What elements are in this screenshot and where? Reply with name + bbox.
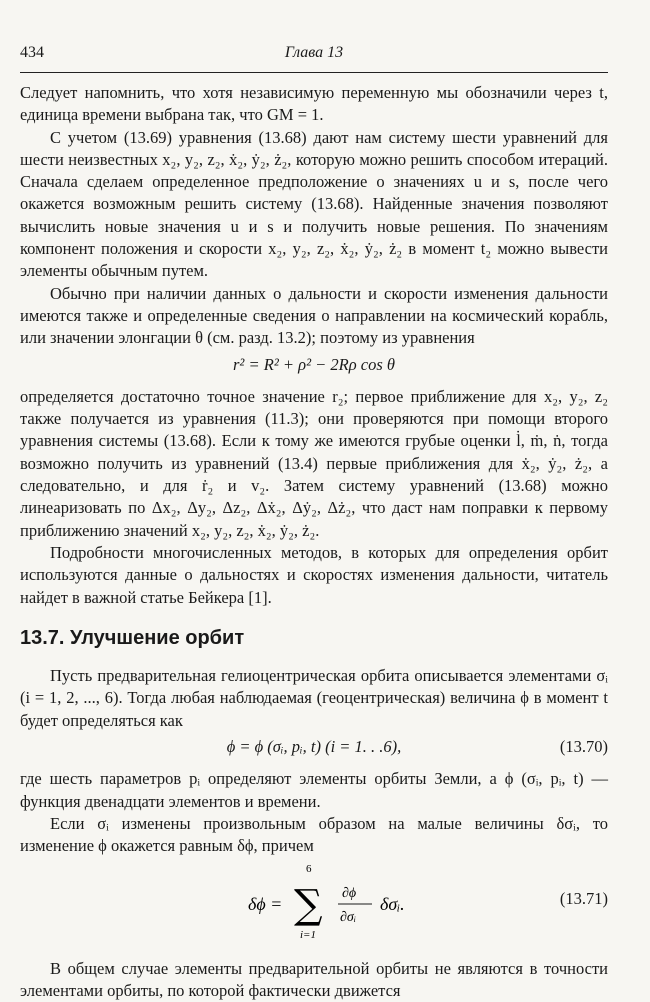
paragraph: С учетом (13.69) уравнения (13.68) дают нам систему шести уравнений для шести неизвестных x₂, y₂, z₂, ẋ₂, ẏ₂, ż₂, которую можно решить способом итераций. Сначала сделаем определенное предположение о значениях u и s, после чего окажется возможным решить систему (13.68). Найденные значения позволяют вычислить новые значения u и s и получить новые решения. По значениям компонент положения и скорости x₂, y₂, z₂, ẋ₂, ẏ₂, ż₂ в момент t₂ можно вывести элементы обычным путем. [20, 127, 608, 283]
frac-numerator: ∂ϕ [342, 886, 356, 901]
paragraph: Если σᵢ изменены произвольным образом на малые величины δσᵢ, то изменение ϕ окажется равным δϕ, причем [20, 813, 608, 858]
page-body [20, 82, 608, 1002]
chapter-title: Глава 13 [20, 44, 608, 62]
page-number: 434 [20, 44, 44, 62]
sum-lhs: δϕ = [248, 894, 282, 914]
running-header [20, 44, 608, 68]
equation-number: (13.71) [560, 888, 608, 910]
sum-lower-limit: i=1 [300, 929, 316, 941]
frac-denominator: ∂σᵢ [340, 910, 356, 925]
paragraph: В общем случае элементы предварительной орбиты не являются в точности элементами орбиты, по которой фактически движется [20, 958, 608, 1002]
paragraph: Подробности многочисленных методов, в которых для определения орбит используются данные о дальностях и скоростях изменения дальности, читатель найдет в важной статье Бейкера [1]. [20, 542, 608, 609]
equation-13-70 [20, 736, 608, 758]
sum-sign: ∑ [294, 882, 323, 928]
paragraph: Следует напомнить, что хотя независимую переменную мы обозначили через t, единица времени выбрана так, что GM = 1. [20, 82, 608, 127]
paragraph: где шесть параметров pᵢ определяют элементы орбиты Земли, а ϕ (σᵢ, pᵢ, t) — функция двенадцати элементов и времени. [20, 768, 608, 813]
equation-body: ϕ = ϕ (σᵢ, pᵢ, t) (i = 1. . .6), [227, 737, 402, 756]
paragraph: определяется достаточно точное значение r₂; первое приближение для x₂, y₂, z₂ также получается из уравнения (11.3); они проверяются при помощи второго уравнения системы (13.68). Если к тому же имеются грубые оценки l̇, ṁ, ṅ, тогда возможно получить из уравнений (13.4) первые приближения для ẋ₂, ẏ₂, ż₂, а следовательно, и для ṙ₂ и v₂. Затем систему уравнений (13.68) можно линеаризовать по Δx₂, Δy₂, Δz₂, Δẋ₂, Δẏ₂, Δż₂, что даст нам поправки к первому приближению значений x₂, y₂, z₂, ẋ₂, ẏ₂, ż₂. [20, 386, 608, 542]
equation-number: (13.70) [560, 736, 608, 758]
sum-upper-limit: 6 [306, 863, 312, 875]
equation-13-71 [20, 860, 608, 948]
section-heading: 13.7. Улучшение орбит [20, 627, 608, 649]
sum-rhs: δσᵢ. [380, 894, 405, 914]
paragraph: Обычно при наличии данных о дальности и скорости изменения дальности имеются также и определенные сведения о направлении на космический корабль, или значении элонгации θ (см. разд. 13.2); поэтому из уравнения [20, 283, 608, 350]
header-rule [20, 72, 608, 73]
equation-cosine: r² = R² + ρ² − 2Rρ cos θ [20, 354, 608, 376]
paragraph: Пусть предварительная гелиоцентрическая орбита описывается элементами σᵢ (i = 1, 2, ..., 6). Тогда любая наблюдаемая (геоцентрическая) величина ϕ в момент t будет определяться как [20, 665, 608, 732]
summation-formula [20, 860, 608, 948]
